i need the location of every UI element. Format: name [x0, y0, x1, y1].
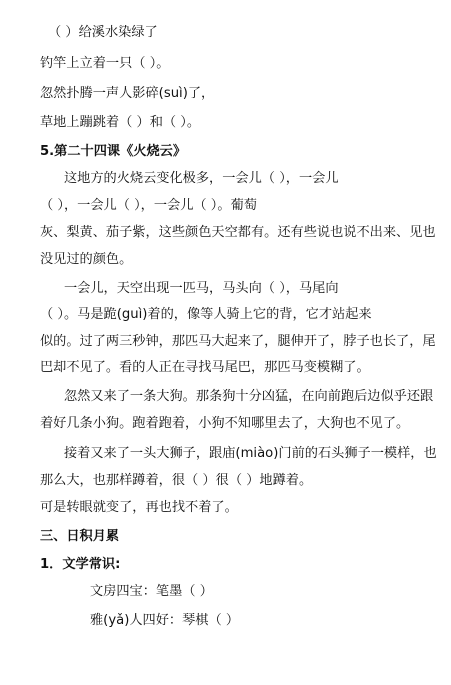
text-line: 接着又来了一头大狮子，跟庙(miào)门前的石头狮子一模样，也 — [64, 446, 437, 461]
text-line: 钓竿上立着一只（ ）。 — [40, 56, 170, 71]
text-line: 雅(yǎ)人四好：琴棋（ ） — [90, 613, 240, 628]
text-line: 着好几条小狗。跑着跑着，小狗不知哪里去了，大狗也不见了。 — [40, 416, 410, 431]
section-heading: 5.第二十四课《火烧云》 — [40, 144, 187, 159]
text-line: 似的。过了两三秒钟，那匹马大起来了，腿伸开了，脖子也长了，尾 — [40, 334, 436, 349]
section-heading: 三、日积月累 — [40, 529, 120, 544]
text-line: 巴却不见了。看的人正在寻找马尾巴，那匹马变模糊了。 — [40, 360, 370, 375]
text-line: 忽然扑腾一声人影碎(suì)了， — [40, 86, 215, 101]
text-line: 一会儿，天空出现一匹马，马头向（ ），马尾向 — [64, 281, 339, 296]
text-line: 灰、梨黄、茄子紫，这些颜色天空都有。还有些说也说不出来、见也 — [40, 225, 436, 240]
text-line: （ ）给溪水染绿了 — [48, 25, 158, 40]
text-line: 可是转眼就变了，再也找不着了。 — [40, 500, 238, 515]
text-line: 文房四宝：笔墨（ ） — [90, 584, 213, 599]
text-line: 草地上蹦跳着（ ）和（ ）。 — [40, 115, 201, 130]
text-line: （ ）。马是跪(guì)着的，像等人骑上它的背，它才站起来 — [40, 307, 372, 322]
text-line: 这地方的火烧云变化极多，一会儿（ ），一会儿 — [64, 171, 339, 186]
text-line: 那么大，也那样蹲着，很（ ）很（ ）地蹲着。 — [40, 473, 313, 488]
text-line: （ ），一会儿（ ），一会儿（ ）。葡萄 — [40, 198, 257, 213]
text-line: 忽然又来了一条大狗。那条狗十分凶猛，在向前跑后边似乎还跟 — [64, 389, 434, 404]
text-line: 没见过的颜色。 — [40, 252, 133, 267]
subsection-heading: 1．文学常识: — [40, 557, 121, 572]
